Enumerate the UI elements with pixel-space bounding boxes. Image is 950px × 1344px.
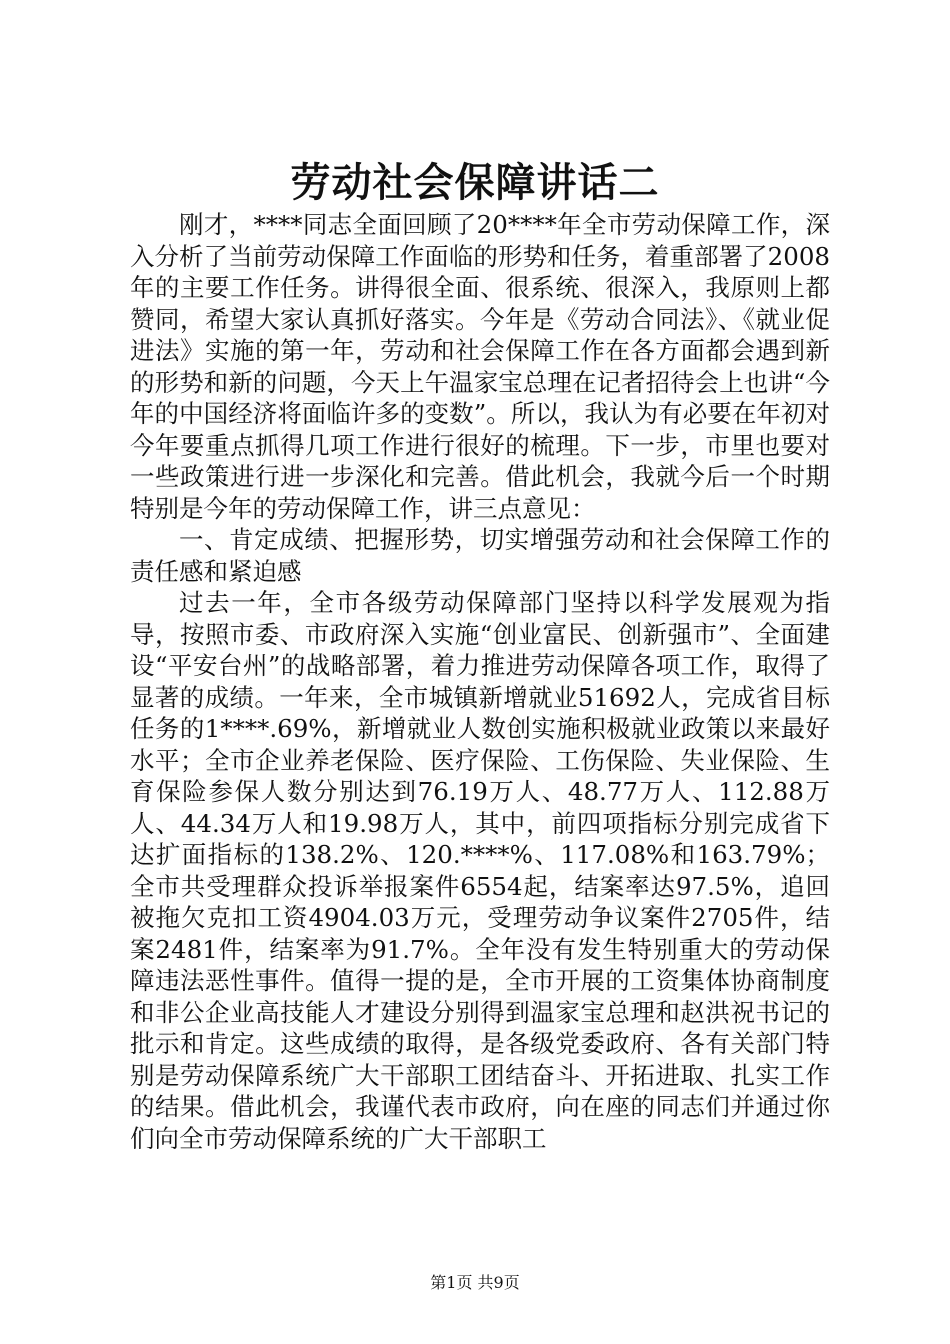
paragraph-intro: 刚才，****同志全面回顾了20****年全市劳动保障工作，深入分析了当前劳动保障工作面临的形势和任务，着重部署了2008年的主要工作任务。讲得很全面、很系统、很深入，我原则上都赞同，希望大家认真抓好落实。今年是《劳动合同法》、《就业促进法》实施的第一年，劳动和社会保障工作在各方面都会遇到新的形势和新的问题，今天上午温家宝总理在记者招待会上也讲“今年的中国经济将面临许多的变数”。所以，我认为有必要在年初对今年要重点抓得几项工作进行很好的梳理。下一步，市里也要对一些政策进行进一步深化和完善。借此机会，我就今后一个时期特别是今年的劳动保障工作，讲三点意见：	[130, 210, 830, 523]
document-body	[130, 209, 830, 1154]
document-title: 劳动社会保障讲话二	[290, 159, 660, 206]
paragraph-achievements: 过去一年，全市各级劳动保障部门坚持以科学发展观为指导，按照市委、市政府深入实施“创业富民、创新强市”、全面建设“平安台州”的战略部署，着力推进劳动保障各项工作，取得了显著的成绩。一年来，全市城镇新增就业51692人，完成省目标任务的1****.69%，新增就业人数创实施积极就业政策以来最好水平；全市企业养老保险、医疗保险、工伤保险、失业保险、生育保险参保人数分别达到76.19万人、48.77万人、112.88万人、44.34万人和19.98万人，其中，前四项指标分别完成省下达扩面指标的138.2%、120.****%、117.08%和163.79%；全市共受理群众投诉举报案件6554起，结案率达97.5%，追回被拖欠克扣工资4904.03万元，受理劳动争议案件2705件，结案2481件，结案率为91.7%。全年没有发生特别重大的劳动保障违法恶性事件。值得一提的是，全市开展的工资集体协商制度和非公企业高技能人才建设分别得到温家宝总理和赵洪祝书记的批示和肯定。这些成绩的取得，是各级党委政府、各有关部门特别是劳动保障系统广大干部职工团结奋斗、开拓进取、扎实工作的结果。借此机会，我谨代表市政府，向在座的同志们并通过你们向全市劳动保障系统的广大干部职工	[130, 588, 830, 1153]
page-footer: 第1页 共9页	[430, 1273, 520, 1292]
section-heading-1: 一、肯定成绩、把握形势，切实增强劳动和社会保障工作的责任感和紧迫感	[130, 525, 830, 586]
